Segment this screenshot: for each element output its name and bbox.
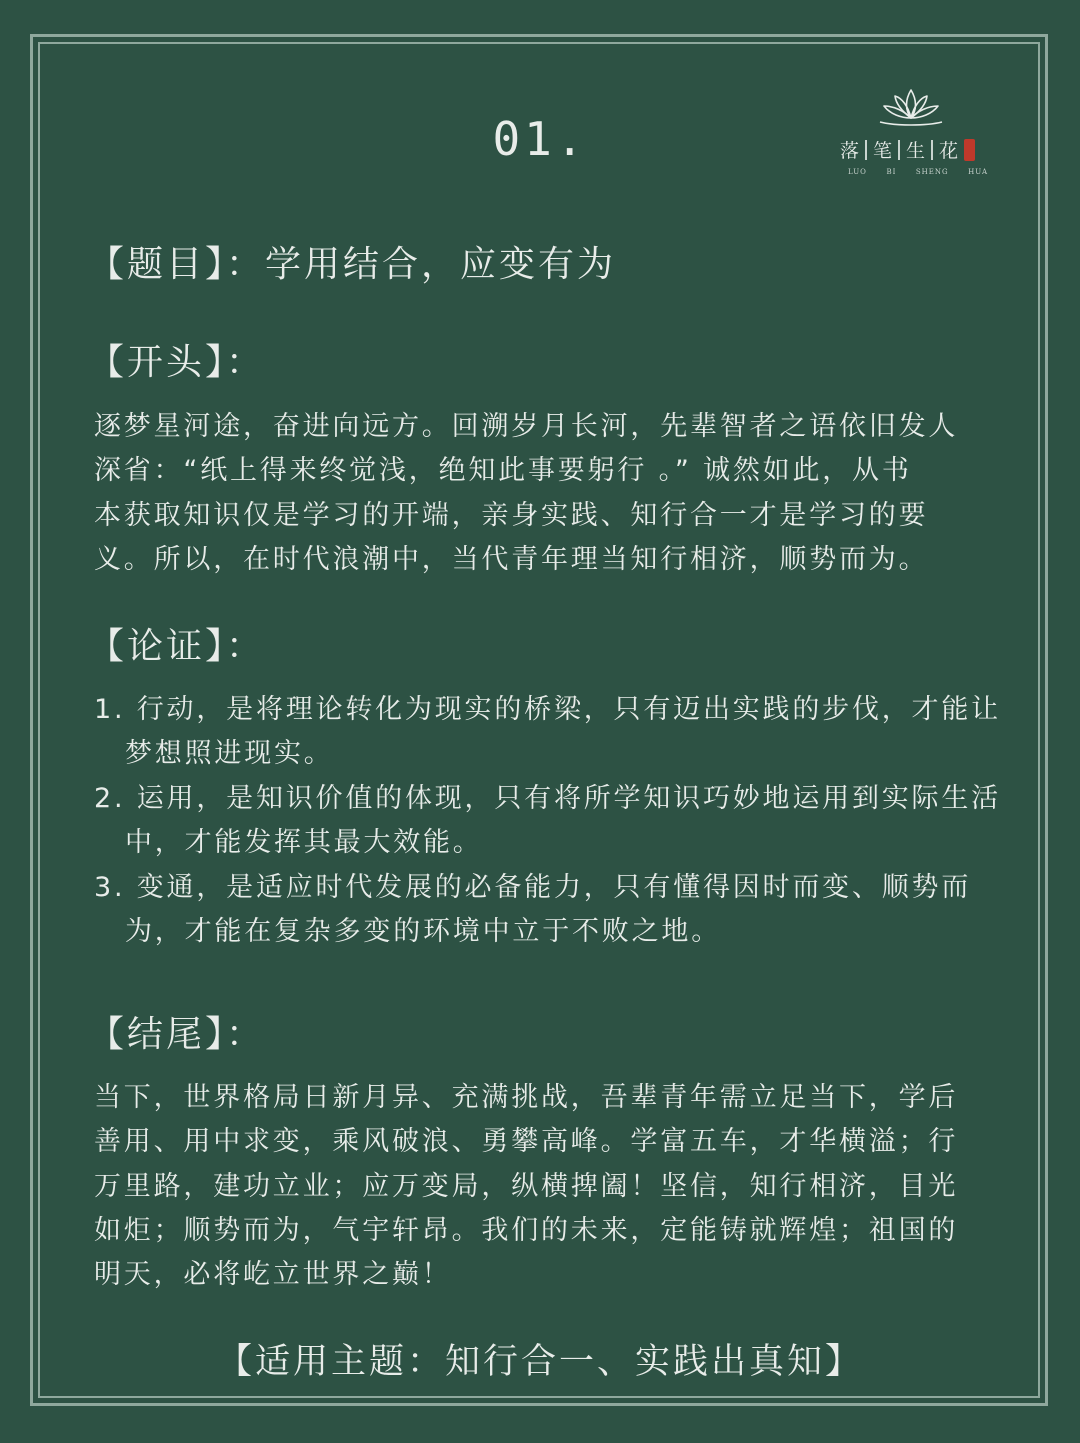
list-item-line: 为，才能在复杂多变的环境中立于不败之地。 bbox=[125, 916, 721, 948]
opening-paragraph bbox=[94, 405, 1024, 582]
logo-separator bbox=[898, 140, 900, 160]
logo-name bbox=[840, 136, 990, 163]
list-item-line: 2. 运用，是知识价值的体现，只有将所学知识巧妙地运用到实际生活 bbox=[94, 783, 1001, 814]
red-seal-icon bbox=[964, 139, 975, 161]
logo-pinyin-syllable: BI bbox=[886, 168, 897, 176]
paragraph-line: 万里路，建功立业；应万变局，纵横捭阖！坚信，知行相济，目光 bbox=[94, 1170, 959, 1202]
logo-pinyin bbox=[848, 168, 988, 176]
topic-title: 【题目】：学用结合，应变有为 bbox=[88, 244, 617, 285]
list-item-line: 3. 变通，是适应时代发展的必备能力，只有懂得因时而变、顺势而 bbox=[94, 872, 972, 903]
paragraph-line: 当下，世界格局日新月异、充满挑战，吾辈青年需立足当下，学后 bbox=[94, 1082, 959, 1113]
argument-item-2 bbox=[94, 777, 1034, 866]
argument-item-3 bbox=[94, 866, 1034, 955]
paragraph-line: 本获取知识仅是学习的开端，亲身实践、知行合一才是学习的要 bbox=[94, 499, 929, 531]
logo-separator bbox=[931, 140, 933, 160]
logo-char: 花 bbox=[939, 140, 959, 162]
list-item-line: 1. 行动，是将理论转化为现实的桥梁，只有迈出实践的步伐，才能让 bbox=[94, 694, 1001, 725]
applicable-theme: 【适用主题：知行合一、实践出真知】 bbox=[216, 1342, 863, 1382]
list-item-line: 中，才能发挥其最大效能。 bbox=[125, 827, 483, 859]
lotus-icon bbox=[876, 86, 946, 130]
logo-pinyin-syllable: HUA bbox=[968, 168, 988, 176]
ending-paragraph bbox=[94, 1076, 1024, 1297]
logo-char: 落 bbox=[840, 140, 860, 162]
paragraph-line: 明天，必将屹立世界之巅！ bbox=[94, 1259, 452, 1291]
logo-char: 生 bbox=[906, 140, 926, 162]
logo-pinyin-syllable: SHENG bbox=[915, 168, 949, 176]
page-number: 01. bbox=[492, 112, 588, 166]
paragraph-line: 逐梦星河途，奋进向远方。回溯岁月长河，先辈智者之语依旧发人 bbox=[94, 411, 959, 442]
logo-pinyin-syllable: LUO bbox=[848, 168, 867, 176]
logo-separator bbox=[865, 140, 867, 160]
paragraph-line: 如炬；顺势而为，气宇轩昂。我们的未来，定能铸就辉煌；祖国的 bbox=[94, 1214, 959, 1246]
paragraph-line: 深省：“纸上得来终觉浅，绝知此事要躬行 。” 诚然如此，从书 bbox=[94, 455, 912, 487]
paragraph-line: 善用、用中求变，乘风破浪、勇攀高峰。学富五车，才华横溢；行 bbox=[94, 1126, 959, 1158]
ending-heading: 【结尾】： bbox=[88, 1014, 266, 1055]
argument-heading: 【论证】： bbox=[88, 626, 266, 667]
opening-heading: 【开头】： bbox=[88, 342, 266, 383]
brand-logo bbox=[840, 86, 990, 186]
argument-item-1 bbox=[94, 688, 1034, 777]
logo-char: 笔 bbox=[873, 140, 893, 162]
paragraph-line: 义。所以，在时代浪潮中，当代青年理当知行相济，顺势而为。 bbox=[94, 543, 929, 575]
list-item-line: 梦想照进现实。 bbox=[125, 738, 334, 770]
